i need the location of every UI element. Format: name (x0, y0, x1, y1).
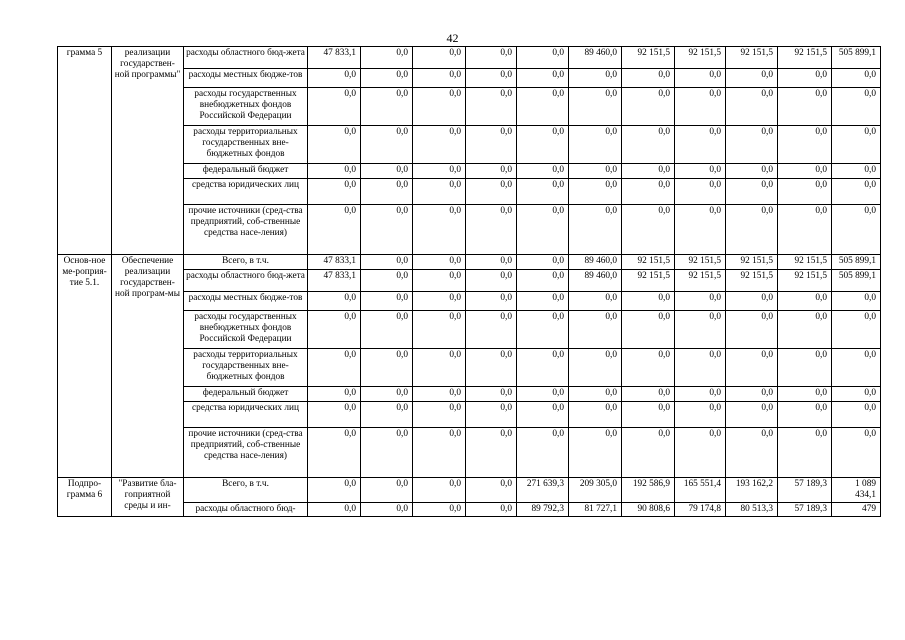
amount-cell: 0,0 (413, 292, 466, 311)
amount-cell: 0,0 (726, 428, 778, 478)
amount-cell: 0,0 (569, 428, 622, 478)
amount-cell: 0,0 (517, 88, 569, 126)
amount-cell: 0,0 (361, 126, 413, 164)
amount-cell: 0,0 (466, 478, 517, 503)
amount-cell: 0,0 (622, 179, 675, 205)
amount-cell: 0,0 (413, 179, 466, 205)
amount-cell: 0,0 (675, 402, 726, 428)
amount-cell: 0,0 (778, 88, 832, 126)
amount-cell: 0,0 (308, 402, 361, 428)
amount-cell: 0,0 (622, 292, 675, 311)
funding-source-cell: Всего, в т.ч. (184, 478, 308, 503)
amount-cell: 0,0 (778, 164, 832, 179)
amount-cell: 0,0 (675, 311, 726, 349)
amount-cell: 0,0 (466, 126, 517, 164)
amount-cell: 0,0 (569, 205, 622, 255)
amount-cell: 92 151,5 (778, 255, 832, 270)
amount-cell: 479 (832, 503, 881, 517)
amount-cell: 0,0 (726, 88, 778, 126)
amount-cell: 0,0 (622, 126, 675, 164)
amount-cell: 89 460,0 (569, 47, 622, 69)
amount-cell: 0,0 (361, 311, 413, 349)
amount-cell: 0,0 (675, 126, 726, 164)
amount-cell: 0,0 (622, 387, 675, 402)
amount-cell: 0,0 (413, 428, 466, 478)
amount-cell: 0,0 (622, 88, 675, 126)
amount-cell: 0,0 (361, 69, 413, 88)
amount-cell: 0,0 (569, 349, 622, 387)
amount-cell: 47 833,1 (308, 255, 361, 270)
amount-cell: 0,0 (466, 88, 517, 126)
amount-cell: 0,0 (726, 402, 778, 428)
amount-cell: 92 151,5 (622, 47, 675, 69)
amount-cell: 0,0 (569, 88, 622, 126)
amount-cell: 505 899,1 (832, 255, 881, 270)
amount-cell: 0,0 (726, 387, 778, 402)
amount-cell: 0,0 (308, 503, 361, 517)
funding-source-cell: расходы областного бюд-жета (184, 47, 308, 69)
amount-cell: 0,0 (413, 164, 466, 179)
funding-source-cell: средства юридических лиц (184, 402, 308, 428)
amount-cell: 0,0 (675, 387, 726, 402)
funding-source-cell: федеральный бюджет (184, 387, 308, 402)
amount-cell: 0,0 (413, 255, 466, 270)
amount-cell: 0,0 (726, 311, 778, 349)
amount-cell: 0,0 (413, 478, 466, 503)
amount-cell: 0,0 (726, 205, 778, 255)
amount-cell: 0,0 (726, 164, 778, 179)
funding-source-cell: расходы государственных внебюджетных фондов Российской Федерации (184, 311, 308, 349)
amount-cell: 0,0 (622, 311, 675, 349)
funding-source-cell: федеральный бюджет (184, 164, 308, 179)
amount-cell: 193 162,2 (726, 478, 778, 503)
amount-cell: 0,0 (675, 164, 726, 179)
amount-cell: 0,0 (569, 292, 622, 311)
amount-cell: 0,0 (413, 311, 466, 349)
amount-cell: 92 151,5 (622, 270, 675, 292)
program-code-cell: грамма 5 (58, 47, 112, 255)
amount-cell: 0,0 (832, 88, 881, 126)
amount-cell: 0,0 (361, 179, 413, 205)
amount-cell: 0,0 (832, 428, 881, 478)
funding-source-cell: расходы местных бюдже-тов (184, 292, 308, 311)
amount-cell: 90 808,6 (622, 503, 675, 517)
program-code-cell: Основ-ное ме-роприя-тие 5.1. (58, 255, 112, 478)
amount-cell: 0,0 (622, 69, 675, 88)
amount-cell: 92 151,5 (726, 255, 778, 270)
amount-cell: 0,0 (832, 69, 881, 88)
amount-cell: 89 460,0 (569, 255, 622, 270)
amount-cell: 0,0 (466, 349, 517, 387)
amount-cell: 0,0 (832, 387, 881, 402)
amount-cell: 0,0 (778, 205, 832, 255)
amount-cell: 0,0 (308, 387, 361, 402)
amount-cell: 0,0 (361, 428, 413, 478)
amount-cell: 0,0 (466, 164, 517, 179)
amount-cell: 92 151,5 (622, 255, 675, 270)
amount-cell: 0,0 (466, 311, 517, 349)
amount-cell: 0,0 (517, 205, 569, 255)
program-code-cell: Подпро-грамма 6 (58, 478, 112, 517)
amount-cell: 92 151,5 (778, 270, 832, 292)
amount-cell: 0,0 (308, 349, 361, 387)
amount-cell: 0,0 (517, 292, 569, 311)
amount-cell: 0,0 (361, 478, 413, 503)
amount-cell: 0,0 (466, 205, 517, 255)
amount-cell: 0,0 (466, 387, 517, 402)
amount-cell: 0,0 (413, 349, 466, 387)
amount-cell: 0,0 (466, 179, 517, 205)
amount-cell: 0,0 (361, 503, 413, 517)
amount-cell: 0,0 (675, 292, 726, 311)
amount-cell: 0,0 (517, 402, 569, 428)
amount-cell: 0,0 (308, 126, 361, 164)
amount-cell: 0,0 (361, 402, 413, 428)
amount-cell: 0,0 (832, 179, 881, 205)
amount-cell: 0,0 (726, 126, 778, 164)
amount-cell: 0,0 (413, 88, 466, 126)
amount-cell: 0,0 (413, 402, 466, 428)
program-name-cell: реализации государствен-ной программы" (112, 47, 184, 255)
funding-source-cell: расходы территориальных государственных вне-бюджетных фондов (184, 349, 308, 387)
amount-cell: 0,0 (517, 179, 569, 205)
amount-cell: 92 151,5 (675, 255, 726, 270)
amount-cell: 92 151,5 (675, 47, 726, 69)
funding-source-cell: расходы местных бюдже-тов (184, 69, 308, 88)
amount-cell: 0,0 (622, 164, 675, 179)
amount-cell: 0,0 (361, 47, 413, 69)
amount-cell: 0,0 (308, 164, 361, 179)
amount-cell: 0,0 (517, 428, 569, 478)
amount-cell: 92 151,5 (778, 47, 832, 69)
amount-cell: 505 899,1 (832, 47, 881, 69)
amount-cell: 0,0 (569, 164, 622, 179)
amount-cell: 192 586,9 (622, 478, 675, 503)
funding-source-cell: Всего, в т.ч. (184, 255, 308, 270)
budget-table (57, 46, 881, 517)
amount-cell: 0,0 (308, 292, 361, 311)
amount-cell: 0,0 (675, 179, 726, 205)
page-number: 42 (446, 31, 459, 45)
amount-cell: 0,0 (308, 179, 361, 205)
amount-cell: 0,0 (832, 402, 881, 428)
amount-cell: 0,0 (466, 255, 517, 270)
amount-cell: 79 174,8 (675, 503, 726, 517)
amount-cell: 89 460,0 (569, 270, 622, 292)
funding-source-cell: расходы областного бюд-жета (184, 270, 308, 292)
amount-cell: 0,0 (466, 402, 517, 428)
funding-source-cell: расходы государственных внебюджетных фондов Российской Федерации (184, 88, 308, 126)
amount-cell: 0,0 (466, 69, 517, 88)
amount-cell: 0,0 (832, 349, 881, 387)
amount-cell: 0,0 (778, 349, 832, 387)
amount-cell: 0,0 (569, 402, 622, 428)
funding-source-cell: прочие источники (сред-ства предприятий, соб-ственные средства насе-ления) (184, 428, 308, 478)
amount-cell: 0,0 (726, 292, 778, 311)
amount-cell: 0,0 (569, 311, 622, 349)
amount-cell: 0,0 (413, 126, 466, 164)
amount-cell: 0,0 (361, 349, 413, 387)
amount-cell: 0,0 (413, 47, 466, 69)
amount-cell: 0,0 (517, 311, 569, 349)
amount-cell: 0,0 (778, 311, 832, 349)
amount-cell: 0,0 (778, 292, 832, 311)
amount-cell: 0,0 (778, 428, 832, 478)
amount-cell: 0,0 (517, 387, 569, 402)
table-row (58, 255, 881, 270)
amount-cell: 92 151,5 (726, 270, 778, 292)
amount-cell: 0,0 (517, 69, 569, 88)
amount-cell: 92 151,5 (726, 47, 778, 69)
amount-cell: 0,0 (361, 255, 413, 270)
amount-cell: 0,0 (569, 126, 622, 164)
amount-cell: 57 189,3 (778, 478, 832, 503)
amount-cell: 0,0 (726, 69, 778, 88)
amount-cell: 505 899,1 (832, 270, 881, 292)
amount-cell: 0,0 (466, 292, 517, 311)
amount-cell: 0,0 (726, 179, 778, 205)
amount-cell: 271 639,3 (517, 478, 569, 503)
amount-cell: 165 551,4 (675, 478, 726, 503)
amount-cell: 0,0 (466, 270, 517, 292)
amount-cell: 89 792,3 (517, 503, 569, 517)
amount-cell: 209 305,0 (569, 478, 622, 503)
amount-cell: 0,0 (675, 69, 726, 88)
amount-cell: 0,0 (308, 311, 361, 349)
funding-source-cell: средства юридических лиц (184, 179, 308, 205)
amount-cell: 0,0 (466, 428, 517, 478)
amount-cell: 0,0 (832, 126, 881, 164)
amount-cell: 0,0 (832, 164, 881, 179)
amount-cell: 0,0 (778, 69, 832, 88)
amount-cell: 1 089 434,1 (832, 478, 881, 503)
amount-cell: 0,0 (413, 205, 466, 255)
amount-cell: 0,0 (517, 47, 569, 69)
amount-cell: 0,0 (832, 292, 881, 311)
amount-cell: 0,0 (675, 205, 726, 255)
amount-cell: 0,0 (517, 255, 569, 270)
amount-cell: 0,0 (308, 205, 361, 255)
amount-cell: 92 151,5 (675, 270, 726, 292)
amount-cell: 0,0 (413, 270, 466, 292)
funding-source-cell: расходы территориальных государственных вне-бюджетных фондов (184, 126, 308, 164)
amount-cell: 47 833,1 (308, 270, 361, 292)
amount-cell: 0,0 (517, 126, 569, 164)
amount-cell: 0,0 (361, 387, 413, 402)
amount-cell: 0,0 (361, 164, 413, 179)
amount-cell: 0,0 (832, 311, 881, 349)
amount-cell: 0,0 (308, 88, 361, 126)
amount-cell: 0,0 (569, 69, 622, 88)
amount-cell: 0,0 (308, 428, 361, 478)
amount-cell: 0,0 (413, 503, 466, 517)
amount-cell: 0,0 (569, 179, 622, 205)
amount-cell: 0,0 (778, 126, 832, 164)
table-row (58, 478, 881, 503)
funding-source-cell: расходы областного бюд- (184, 503, 308, 517)
amount-cell: 0,0 (361, 205, 413, 255)
amount-cell: 0,0 (569, 387, 622, 402)
amount-cell: 0,0 (413, 387, 466, 402)
amount-cell: 0,0 (466, 47, 517, 69)
amount-cell: 0,0 (778, 179, 832, 205)
amount-cell: 0,0 (622, 428, 675, 478)
amount-cell: 0,0 (726, 349, 778, 387)
amount-cell: 0,0 (308, 69, 361, 88)
amount-cell: 0,0 (517, 270, 569, 292)
table-row (58, 47, 881, 69)
amount-cell: 0,0 (675, 349, 726, 387)
amount-cell: 47 833,1 (308, 47, 361, 69)
program-name-cell: "Развитие бла-гоприятной среды и ин- (112, 478, 184, 517)
amount-cell: 0,0 (361, 270, 413, 292)
amount-cell: 0,0 (622, 349, 675, 387)
program-name-cell: Обеспечение реализации государствен-ной програм-мы (112, 255, 184, 478)
amount-cell: 0,0 (675, 88, 726, 126)
funding-source-cell: прочие источники (сред-ства предприятий, соб-ственные средства насе-ления) (184, 205, 308, 255)
amount-cell: 80 513,3 (726, 503, 778, 517)
amount-cell: 0,0 (308, 478, 361, 503)
amount-cell: 81 727,1 (569, 503, 622, 517)
amount-cell: 0,0 (778, 402, 832, 428)
amount-cell: 0,0 (778, 387, 832, 402)
amount-cell: 0,0 (413, 69, 466, 88)
amount-cell: 0,0 (622, 205, 675, 255)
amount-cell: 0,0 (517, 164, 569, 179)
amount-cell: 0,0 (622, 402, 675, 428)
amount-cell: 0,0 (361, 292, 413, 311)
amount-cell: 0,0 (517, 349, 569, 387)
amount-cell: 0,0 (832, 205, 881, 255)
amount-cell: 0,0 (361, 88, 413, 126)
amount-cell: 0,0 (675, 428, 726, 478)
amount-cell: 0,0 (466, 503, 517, 517)
amount-cell: 57 189,3 (778, 503, 832, 517)
